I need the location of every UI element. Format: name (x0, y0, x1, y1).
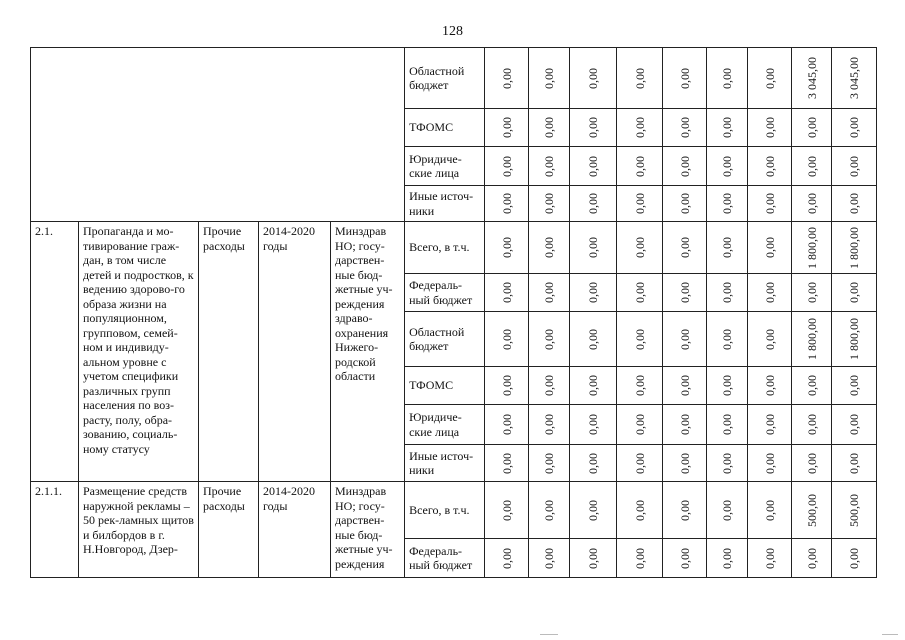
value-text: 0,00 (542, 155, 557, 177)
value-text: 0,00 (847, 375, 862, 396)
value-cell (529, 48, 570, 109)
value-text: 0,00 (499, 328, 514, 350)
value-text: 0,00 (677, 375, 692, 396)
value-cell (485, 312, 529, 367)
value-cell (748, 405, 792, 445)
page-number: 128 (442, 24, 463, 39)
value-text: 0,00 (762, 375, 777, 396)
value-text: 0,00 (804, 117, 819, 138)
value-cell (832, 405, 877, 445)
value-text: 0,00 (499, 547, 514, 569)
value-text: 500,00 (847, 493, 862, 527)
value-cell (832, 312, 877, 367)
value-cell (485, 445, 529, 482)
value-text: 0,00 (720, 414, 735, 435)
table-row (31, 222, 877, 274)
item-name: Пропаганда и мо-тивирование граж-дан, в том числе детей и подростков, к ведению здорово-го образа жизни на популяционном, групповом, семей-ном и индивиду-альном уровне с учетом специфики различных групп населения по воз-расту, полу, обра-зованию, социаль-ному статусу (79, 222, 199, 482)
table-row (31, 48, 877, 109)
value-text: 0,00 (499, 237, 514, 258)
value-cell (617, 445, 663, 482)
value-cell (832, 274, 877, 312)
value-text: 0,00 (847, 414, 862, 435)
value-text: 0,00 (499, 282, 514, 303)
value-cell (663, 482, 707, 539)
value-cell (748, 367, 792, 405)
value-text: 0,00 (586, 117, 601, 138)
value-text: 0,00 (720, 547, 735, 569)
value-cell (832, 147, 877, 186)
value-text: 0,00 (762, 67, 777, 89)
value-cell (663, 312, 707, 367)
value-text: 3 045,00 (804, 57, 819, 99)
item-period: 2014-2020 годы (259, 482, 331, 578)
value-text: 0,00 (586, 193, 601, 214)
funding-source: Областной бюджет (405, 312, 485, 367)
value-text: 0,00 (632, 67, 647, 89)
value-text: 0,00 (542, 547, 557, 569)
value-text: 0,00 (632, 117, 647, 138)
value-text: 0,00 (499, 193, 514, 214)
value-text: 1 800,00 (847, 318, 862, 360)
value-cell (617, 312, 663, 367)
funding-source: Иные источ-ники (405, 186, 485, 222)
value-cell (570, 405, 617, 445)
funding-source: Всего, в т.ч. (405, 482, 485, 539)
value-cell (792, 186, 832, 222)
value-text: 0,00 (677, 547, 692, 569)
value-text: 0,00 (677, 328, 692, 350)
value-text: 0,00 (586, 452, 601, 474)
value-text: 0,00 (499, 117, 514, 138)
value-text: 0,00 (542, 67, 557, 89)
value-cell (529, 109, 570, 147)
value-text: 0,00 (720, 237, 735, 258)
value-text: 0,00 (720, 282, 735, 303)
value-text: 0,00 (632, 282, 647, 303)
value-text: 0,00 (586, 67, 601, 89)
value-text: 0,00 (677, 155, 692, 177)
value-text: 3 045,00 (847, 57, 862, 99)
value-text: 0,00 (586, 375, 601, 396)
value-cell (663, 539, 707, 578)
table-row (31, 482, 877, 539)
value-cell (707, 109, 748, 147)
scan-mark (540, 634, 558, 635)
value-cell (617, 147, 663, 186)
item-expense-type: Прочие расходы (199, 222, 259, 482)
item-number: 2.1.1. (31, 482, 79, 578)
value-cell (617, 109, 663, 147)
value-text: 0,00 (632, 155, 647, 177)
value-text: 0,00 (720, 499, 735, 521)
value-text: 0,00 (720, 117, 735, 138)
value-text: 0,00 (632, 193, 647, 214)
value-text: 0,00 (586, 155, 601, 177)
value-text: 0,00 (677, 67, 692, 89)
value-text: 500,00 (804, 493, 819, 527)
value-cell (707, 48, 748, 109)
value-cell (570, 367, 617, 405)
value-text: 0,00 (632, 375, 647, 396)
value-cell (529, 222, 570, 274)
value-cell (748, 482, 792, 539)
value-cell (748, 48, 792, 109)
value-text: 0,00 (847, 193, 862, 214)
value-cell (570, 312, 617, 367)
value-cell (707, 312, 748, 367)
value-cell (570, 445, 617, 482)
value-text: 0,00 (499, 452, 514, 474)
value-cell (707, 405, 748, 445)
value-cell (570, 186, 617, 222)
value-text: 0,00 (677, 193, 692, 214)
value-cell (748, 539, 792, 578)
value-cell (832, 367, 877, 405)
value-cell (617, 367, 663, 405)
value-cell (617, 48, 663, 109)
value-cell (748, 274, 792, 312)
value-cell (570, 539, 617, 578)
value-text: 0,00 (847, 547, 862, 569)
value-cell (748, 147, 792, 186)
value-cell (792, 312, 832, 367)
value-text: 0,00 (542, 414, 557, 435)
value-text: 0,00 (499, 67, 514, 89)
value-cell (663, 405, 707, 445)
value-text: 0,00 (632, 414, 647, 435)
value-text: 0,00 (542, 328, 557, 350)
value-text: 0,00 (499, 155, 514, 177)
value-cell (707, 147, 748, 186)
value-text: 0,00 (804, 547, 819, 569)
value-text: 1 800,00 (804, 318, 819, 360)
value-text: 0,00 (542, 282, 557, 303)
value-text: 0,00 (632, 499, 647, 521)
value-text: 0,00 (804, 375, 819, 396)
value-cell (529, 445, 570, 482)
value-cell (663, 186, 707, 222)
value-text: 0,00 (762, 282, 777, 303)
funding-source: ТФОМС (405, 109, 485, 147)
value-text: 0,00 (586, 499, 601, 521)
value-cell (663, 147, 707, 186)
value-text: 0,00 (499, 375, 514, 396)
value-cell (663, 48, 707, 109)
value-text: 0,00 (804, 452, 819, 474)
value-text: 0,00 (586, 414, 601, 435)
value-cell (529, 147, 570, 186)
budget-table (30, 47, 877, 578)
value-cell (617, 186, 663, 222)
value-text: 0,00 (847, 155, 862, 177)
value-cell (570, 274, 617, 312)
value-cell (485, 274, 529, 312)
value-cell (485, 186, 529, 222)
value-text: 0,00 (762, 499, 777, 521)
value-cell (748, 109, 792, 147)
value-text: 0,00 (632, 452, 647, 474)
funding-source: Юридиче-ские лица (405, 405, 485, 445)
value-cell (529, 312, 570, 367)
value-cell (663, 109, 707, 147)
value-cell (792, 539, 832, 578)
value-cell (792, 222, 832, 274)
value-text: 1 800,00 (847, 226, 862, 269)
value-text: 0,00 (720, 375, 735, 396)
value-cell (707, 186, 748, 222)
value-text: 0,00 (720, 67, 735, 89)
value-text: 0,00 (677, 499, 692, 521)
value-text: 0,00 (804, 414, 819, 435)
value-text: 0,00 (586, 328, 601, 350)
value-cell (748, 312, 792, 367)
item-name: Размещение средств наружной рекламы – 50 рек-ламных щитов и билбордов в г. Н.Новгород, Дзер- (79, 482, 199, 578)
value-cell (529, 186, 570, 222)
value-cell (707, 274, 748, 312)
value-text: 0,00 (542, 193, 557, 214)
value-cell (832, 186, 877, 222)
value-cell (792, 48, 832, 109)
funding-source: Областной бюджет (405, 48, 485, 109)
value-text: 0,00 (586, 237, 601, 258)
funding-source: Юридиче-ские лица (405, 147, 485, 186)
value-cell (617, 222, 663, 274)
value-text: 0,00 (762, 414, 777, 435)
value-text: 0,00 (677, 237, 692, 258)
value-text: 0,00 (720, 193, 735, 214)
value-cell (485, 48, 529, 109)
value-text: 0,00 (632, 237, 647, 258)
item-executor: Минздрав НО; госу-дарствен-ные бюд-жетные уч-реждения (331, 482, 405, 578)
value-cell (570, 222, 617, 274)
scan-mark (882, 634, 898, 635)
value-cell (529, 539, 570, 578)
value-cell (792, 482, 832, 539)
value-text: 0,00 (499, 414, 514, 435)
value-cell (663, 367, 707, 405)
value-text: 0,00 (677, 117, 692, 138)
funding-source: Федераль-ный бюджет (405, 274, 485, 312)
value-text: 0,00 (720, 155, 735, 177)
item-number: 2.1. (31, 222, 79, 482)
value-text: 0,00 (677, 282, 692, 303)
value-text: 0,00 (677, 414, 692, 435)
value-cell (617, 274, 663, 312)
value-cell (529, 274, 570, 312)
value-cell (663, 222, 707, 274)
value-text: 0,00 (632, 328, 647, 350)
funding-source: Федераль-ный бюджет (405, 539, 485, 578)
value-cell (617, 482, 663, 539)
value-cell (663, 445, 707, 482)
value-cell (832, 445, 877, 482)
value-text: 0,00 (542, 237, 557, 258)
value-cell (485, 109, 529, 147)
value-text: 0,00 (586, 282, 601, 303)
value-text: 1 800,00 (804, 226, 819, 269)
value-text: 0,00 (542, 375, 557, 396)
value-text: 0,00 (542, 452, 557, 474)
value-cell (529, 482, 570, 539)
value-cell (617, 405, 663, 445)
funding-source: ТФОМС (405, 367, 485, 405)
item-executor: Минздрав НО; госу-дарствен-ные бюд-жетные уч-реждения здраво-охранения Нижего-родской области (331, 222, 405, 482)
value-cell (792, 147, 832, 186)
value-text: 0,00 (677, 452, 692, 474)
funding-source: Иные источ-ники (405, 445, 485, 482)
value-cell (485, 367, 529, 405)
value-text: 0,00 (847, 452, 862, 474)
value-cell (792, 367, 832, 405)
value-cell (832, 109, 877, 147)
value-text: 0,00 (632, 547, 647, 569)
value-cell (707, 482, 748, 539)
value-cell (570, 147, 617, 186)
item-expense-type: Прочие расходы (199, 482, 259, 578)
value-text: 0,00 (847, 282, 862, 303)
value-text: 0,00 (804, 282, 819, 303)
value-cell (485, 222, 529, 274)
value-cell (570, 482, 617, 539)
value-text: 0,00 (762, 155, 777, 177)
value-cell (707, 539, 748, 578)
value-text: 0,00 (720, 328, 735, 350)
value-text: 0,00 (762, 193, 777, 214)
value-cell (485, 147, 529, 186)
value-cell (748, 186, 792, 222)
value-cell (707, 445, 748, 482)
merged-empty-cell (31, 48, 405, 222)
value-text: 0,00 (762, 328, 777, 350)
value-cell (570, 48, 617, 109)
value-cell (529, 367, 570, 405)
value-cell (832, 222, 877, 274)
value-cell (832, 539, 877, 578)
value-text: 0,00 (542, 117, 557, 138)
value-cell (485, 405, 529, 445)
value-cell (792, 445, 832, 482)
value-cell (663, 274, 707, 312)
value-text: 0,00 (762, 237, 777, 258)
value-text: 0,00 (542, 499, 557, 521)
value-cell (792, 109, 832, 147)
value-cell (485, 539, 529, 578)
value-text: 0,00 (720, 452, 735, 474)
value-text: 0,00 (804, 155, 819, 177)
value-cell (832, 48, 877, 109)
value-cell (617, 539, 663, 578)
value-cell (707, 367, 748, 405)
value-text: 0,00 (762, 117, 777, 138)
value-cell (748, 222, 792, 274)
value-cell (748, 445, 792, 482)
value-text: 0,00 (499, 499, 514, 521)
value-cell (707, 222, 748, 274)
value-cell (792, 274, 832, 312)
value-cell (485, 482, 529, 539)
funding-source: Всего, в т.ч. (405, 222, 485, 274)
value-cell (529, 405, 570, 445)
value-cell (832, 482, 877, 539)
value-text: 0,00 (586, 547, 601, 569)
item-period: 2014-2020 годы (259, 222, 331, 482)
value-text: 0,00 (847, 117, 862, 138)
value-text: 0,00 (762, 452, 777, 474)
value-text: 0,00 (762, 547, 777, 569)
value-cell (570, 109, 617, 147)
value-text: 0,00 (804, 193, 819, 214)
value-cell (792, 405, 832, 445)
